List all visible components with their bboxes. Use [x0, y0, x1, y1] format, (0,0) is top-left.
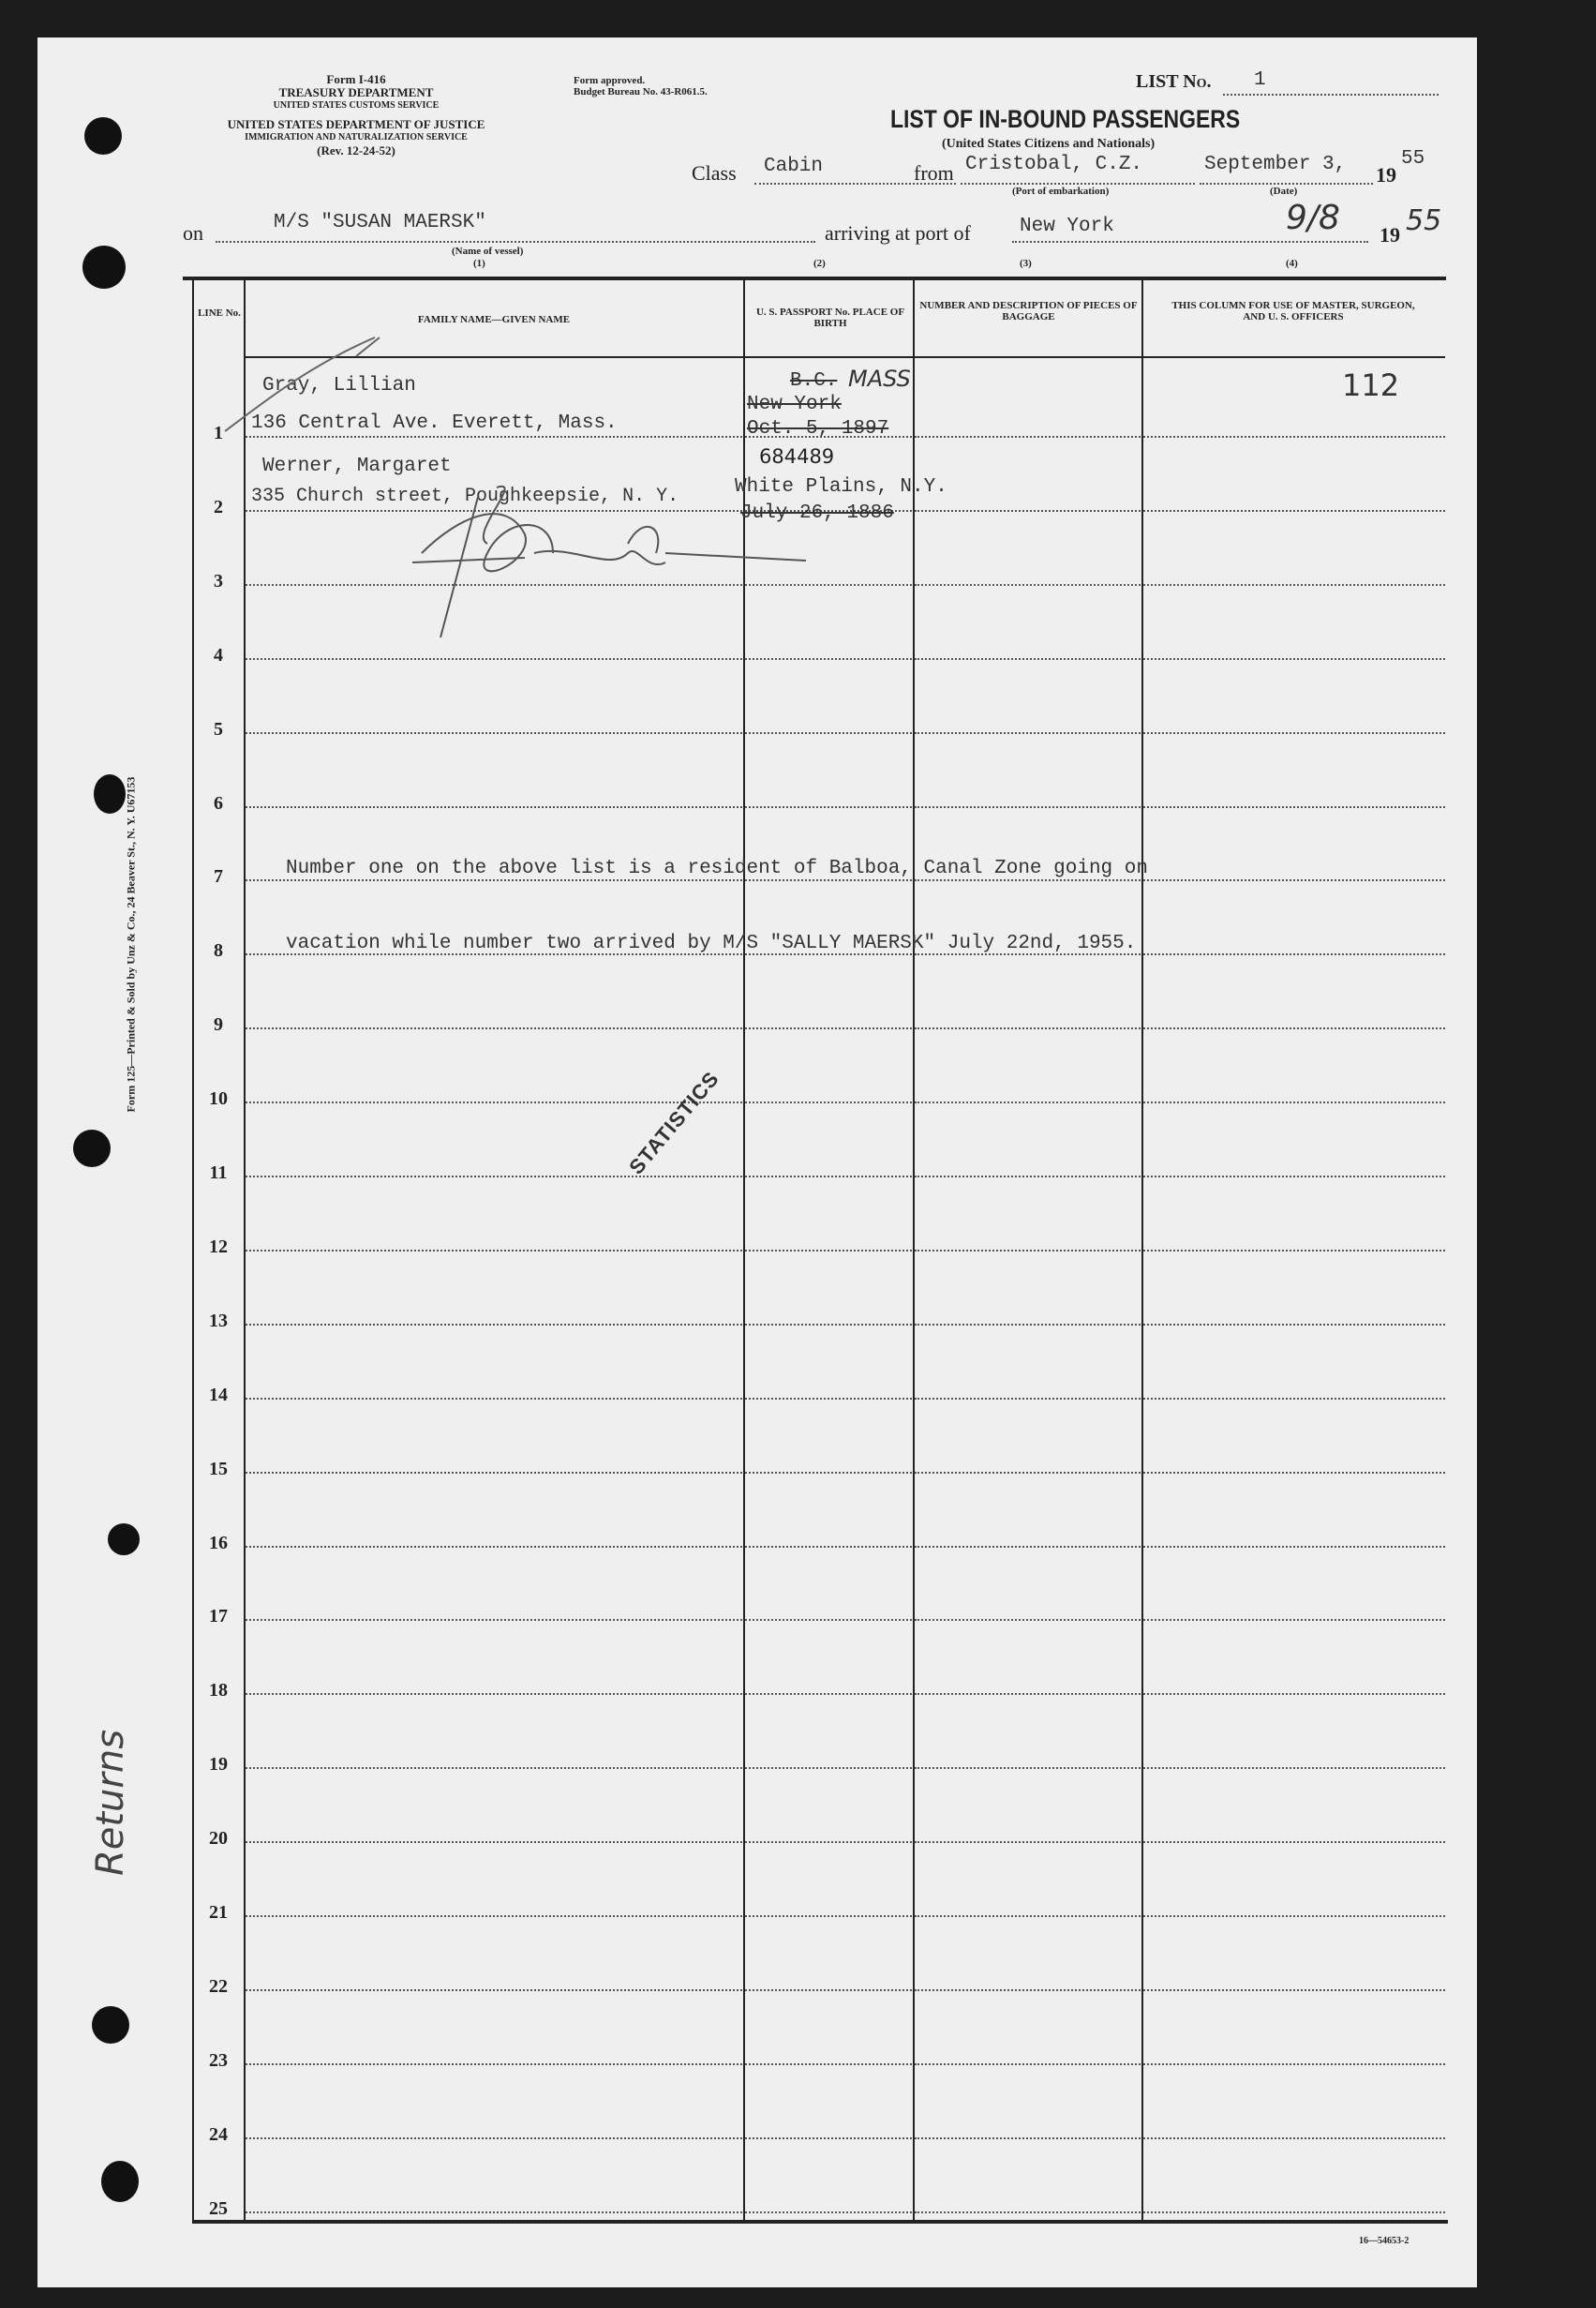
embark-port: Cristobal, C.Z. [965, 154, 1143, 175]
statistics-stamp: STATISTICS [624, 1066, 724, 1179]
document-title: LIST OF IN-BOUND PASSENGERS [890, 105, 1241, 133]
punch-hole [84, 117, 122, 155]
caption-3: (3) [1020, 258, 1032, 269]
row-dotted-line [915, 510, 1141, 512]
entry-2-birth-date-struck: July 26, 1886 [740, 502, 894, 524]
row-dotted-line [1143, 1767, 1445, 1769]
class-value: Cabin [764, 156, 824, 177]
line-number: 24 [209, 2124, 228, 2145]
row-dotted-line [1143, 879, 1445, 881]
treasury-dept: TREASURY DEPARTMENT [278, 85, 434, 99]
line-number: 10 [209, 1088, 228, 1109]
table-bottom-border [192, 2220, 1448, 2224]
row-dotted-line [1143, 732, 1445, 734]
row-dotted-line [745, 1250, 912, 1251]
row-dotted-line [246, 2211, 742, 2213]
row-dotted-line [915, 806, 1141, 808]
row-dotted-line [246, 1693, 742, 1695]
form-number: Form I-416 [326, 72, 386, 86]
line-number: 18 [209, 1680, 228, 1701]
line-number: 19 [209, 1754, 228, 1775]
line-number: 23 [209, 2050, 228, 2071]
row-dotted-line [745, 1546, 912, 1548]
line-number: 25 [209, 2198, 228, 2219]
row-dotted-line [1143, 806, 1445, 808]
list-no-dots [1223, 94, 1439, 96]
row-dotted-line [1143, 1989, 1445, 1991]
date-dots [1200, 183, 1373, 185]
from-label: from [914, 161, 954, 185]
row-dotted-line [246, 732, 742, 734]
remarks-line-7: Number one on the above list is a resident of Balboa, Canal Zone going on [286, 858, 1148, 879]
line-number: 9 [214, 1014, 223, 1035]
entry-2-name: Werner, Margaret [262, 456, 452, 477]
col-passport: U. S. PASSPORT No. PLACE OF BIRTH [755, 307, 905, 329]
row-dotted-line [246, 1841, 742, 1843]
row-dotted-line [246, 1546, 742, 1548]
budget-bureau: Budget Bureau No. 43-R061.5. [574, 86, 708, 97]
col-officers: THIS COLUMN FOR USE OF MASTER, SURGEON, AND U. S. OFFICERS [1171, 300, 1415, 322]
signature-scribble [384, 459, 815, 647]
check-mark [216, 328, 384, 441]
caption-4: (4) [1286, 258, 1298, 269]
entry-1-birth-date-struck: Oct. 5, 1897 [747, 418, 889, 440]
row-dotted-line [915, 1693, 1141, 1695]
line-number: 6 [214, 793, 223, 814]
row-dotted-line [1143, 658, 1445, 660]
year-value: 55 [1401, 148, 1425, 170]
vessel-dots [216, 241, 815, 243]
row-dotted-line [1143, 1027, 1445, 1029]
line-number: 22 [209, 1976, 228, 1997]
row-dotted-line [745, 1767, 912, 1769]
row-dotted-line [1143, 584, 1445, 586]
row-dotted-line [246, 1915, 742, 1917]
row-dotted-line [246, 1472, 742, 1474]
punch-hole [92, 2006, 129, 2044]
justice-dept: UNITED STATES DEPARTMENT OF JUSTICE [227, 117, 485, 131]
margin-handwriting: Returns [89, 1729, 133, 1877]
punch-hole [82, 246, 126, 289]
row-dotted-line [745, 1176, 912, 1177]
row-dotted-line [246, 1027, 742, 1029]
row-dotted-line [915, 2063, 1141, 2065]
col-name: FAMILY NAME—GIVEN NAME [417, 314, 571, 325]
row-dotted-line [1143, 1915, 1445, 1917]
row-dotted-line [1143, 1841, 1445, 1843]
line-number: 13 [209, 1311, 228, 1331]
row-dotted-line [745, 879, 912, 881]
row-dotted-line [246, 1398, 742, 1400]
customs-service: UNITED STATES CUSTOMS SERVICE [273, 100, 440, 111]
row-dotted-line [246, 1102, 742, 1103]
row-dotted-line [745, 1324, 912, 1326]
row-dotted-line [246, 1324, 742, 1326]
arriving-label: arriving at port of [825, 221, 971, 245]
caption-1: (1) [473, 258, 485, 269]
form-revision: (Rev. 12-24-52) [317, 143, 395, 157]
entry-1-address: 136 Central Ave. Everett, Mass. [251, 412, 618, 434]
row-dotted-line [1143, 510, 1445, 512]
row-dotted-line [745, 2137, 912, 2139]
entry-2-birth-place: White Plains, N.Y. [735, 476, 947, 498]
entry-2-address: 335 Church street, Poughkeepsie, N. Y. [251, 486, 679, 507]
row-dotted-line [745, 1472, 912, 1474]
line-number: 16 [209, 1533, 228, 1553]
document-subtitle: (United States Citizens and Nationals) [942, 137, 1156, 151]
row-dotted-line [1143, 1472, 1445, 1474]
row-dotted-line [1143, 1546, 1445, 1548]
ins-service: IMMIGRATION AND NATURALIZATION SERVICE [245, 132, 468, 142]
row-dotted-line [246, 1250, 742, 1251]
line-number: 11 [209, 1162, 228, 1183]
row-dotted-line [246, 2063, 742, 2065]
arrival-port: New York [1020, 216, 1114, 237]
row-dotted-line [246, 806, 742, 808]
row-dotted-line [1143, 2063, 1445, 2065]
row-dotted-line [1143, 2211, 1445, 2213]
row-dotted-line [1143, 436, 1445, 438]
line-number: 3 [214, 571, 223, 592]
footer-code: 16—54653-2 [1359, 2236, 1410, 2246]
row-dotted-line [1143, 953, 1445, 955]
row-dotted-line [915, 1250, 1141, 1251]
embark-date: September 3, [1204, 154, 1347, 175]
row-dotted-line [1143, 1176, 1445, 1177]
arrival-dots [1012, 241, 1368, 243]
entry-1-birth-place-struck: New York [747, 394, 842, 415]
row-dotted-line [745, 806, 912, 808]
punch-hole [108, 1523, 140, 1555]
table-left-border [192, 279, 194, 2222]
row-dotted-line [246, 2137, 742, 2139]
on-label: on [183, 221, 203, 245]
entry-1-birth-hand: MASS [848, 366, 911, 392]
row-dotted-line [915, 1619, 1141, 1621]
row-dotted-line [745, 1619, 912, 1621]
row-dotted-line [745, 1915, 912, 1917]
caption-2: (2) [813, 258, 826, 269]
row-dotted-line [246, 879, 742, 881]
list-no-value: 1 [1254, 69, 1266, 91]
row-dotted-line [745, 1102, 912, 1103]
row-dotted-line [246, 1176, 742, 1177]
embark-caption: (Port of embarkation) [1012, 186, 1110, 197]
row-dotted-line [745, 2211, 912, 2213]
row-dotted-line [246, 1619, 742, 1621]
row-dotted-line [915, 1989, 1141, 1991]
printer-margin-text: Form 125—Printed & Sold by Unz & Co., 24 Beaver St., N. Y. U67153 [124, 776, 138, 1113]
row-dotted-line [915, 658, 1141, 660]
row-dotted-line [915, 1841, 1141, 1843]
row-dotted-line [915, 1176, 1141, 1177]
entry-1-officer-note: 112 [1342, 367, 1400, 403]
col-line-no: LINE No. [198, 307, 241, 319]
row-dotted-line [1143, 1250, 1445, 1251]
row-dotted-line [745, 1841, 912, 1843]
punch-hole [94, 774, 126, 814]
row-dotted-line [745, 1693, 912, 1695]
year-prefix: 19 [1376, 163, 1396, 187]
line-number: 21 [209, 1902, 228, 1923]
row-dotted-line [1143, 1102, 1445, 1103]
row-dotted-line [915, 1915, 1141, 1917]
header-bottom-border [246, 356, 1445, 358]
form-approved [574, 75, 708, 97]
entry-1-birth-struck: B.C. [790, 370, 838, 392]
vessel-name: M/S "SUSAN MAERSK" [274, 212, 486, 233]
row-dotted-line [915, 584, 1141, 586]
vessel-caption: (Name of vessel) [452, 246, 524, 257]
row-dotted-line [1143, 1324, 1445, 1326]
row-dotted-line [915, 1398, 1141, 1400]
col-baggage: NUMBER AND DESCRIPTION OF PIECES OF BAGGAGE [919, 300, 1138, 322]
line-number: 15 [209, 1459, 228, 1479]
row-dotted-line [745, 1027, 912, 1029]
class-label: Class [692, 161, 737, 185]
row-dotted-line [745, 2063, 912, 2065]
line-number: 4 [214, 645, 223, 666]
row-dotted-line [246, 658, 742, 660]
row-dotted-line [915, 436, 1141, 438]
line-number: 5 [214, 719, 223, 740]
arrival-year-prefix: 19 [1380, 223, 1400, 247]
row-dotted-line [915, 1324, 1141, 1326]
entry-1-name: Gray, Lillian [262, 375, 416, 397]
row-dotted-line [745, 658, 912, 660]
row-dotted-line [915, 1472, 1141, 1474]
row-dotted-line [745, 1989, 912, 1991]
row-dotted-line [1143, 2137, 1445, 2139]
row-dotted-line [915, 2137, 1141, 2139]
row-dotted-line [246, 1767, 742, 1769]
line-number: 20 [209, 1828, 228, 1849]
row-dotted-line [246, 1989, 742, 1991]
line-number: 17 [209, 1606, 228, 1626]
row-dotted-line [915, 1027, 1141, 1029]
row-dotted-line [915, 879, 1141, 881]
approved-line: Form approved. [574, 75, 646, 86]
row-dotted-line [1143, 1619, 1445, 1621]
row-dotted-line [915, 2211, 1141, 2213]
line-number: 2 [214, 497, 223, 517]
line-number: 14 [209, 1385, 228, 1405]
punch-hole [101, 2161, 139, 2202]
line-number: 8 [214, 940, 223, 961]
row-dotted-line [1143, 1693, 1445, 1695]
row-dotted-line [745, 732, 912, 734]
arrival-date-handwritten: 9/8 [1286, 199, 1340, 237]
remarks-line-8: vacation while number two arrived by M/S "SALLY MAERSK" July 22nd, 1955. [286, 933, 1137, 954]
line-number: 1 [214, 423, 223, 443]
row-dotted-line [1143, 1398, 1445, 1400]
line-number: 7 [214, 866, 223, 887]
row-dotted-line [915, 1102, 1141, 1103]
embark-dots [961, 183, 1195, 185]
punch-hole [73, 1130, 111, 1167]
row-dotted-line [915, 1767, 1141, 1769]
row-dotted-line [915, 732, 1141, 734]
arrival-year-handwritten: 55 [1406, 204, 1442, 237]
entry-1-passport: 684489 [759, 445, 835, 468]
form-agency-block [169, 73, 544, 157]
line-number: 12 [209, 1236, 228, 1257]
date-caption: (Date) [1270, 186, 1298, 197]
row-dotted-line [915, 1546, 1141, 1548]
table-top-border [183, 277, 1446, 280]
row-dotted-line [745, 1398, 912, 1400]
list-no-label: LIST No. [1136, 71, 1212, 92]
